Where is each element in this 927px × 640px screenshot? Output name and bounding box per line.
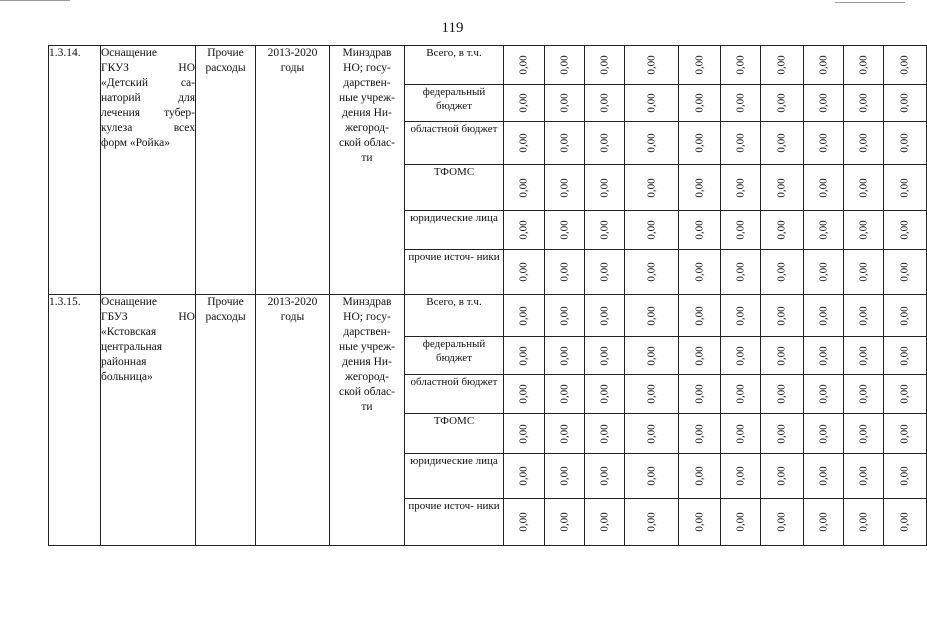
amount-value: 0,00 [693, 55, 705, 75]
amount-cell [545, 295, 585, 337]
amount-value: 0,00 [558, 220, 570, 240]
amount-cell [844, 414, 884, 454]
amount-value: 0,00 [598, 55, 610, 75]
amount-value: 0,00 [598, 345, 610, 366]
amount-cell [804, 85, 844, 122]
amount-value: 0,00 [734, 262, 746, 282]
amount-value: 0,00 [693, 345, 705, 366]
amount-value: 0,00 [817, 345, 829, 366]
amount-value: 0,00 [517, 55, 530, 75]
amount-value: 0,00 [817, 55, 829, 75]
amount-value: 0,00 [898, 220, 911, 240]
amount-value: 0,00 [857, 466, 869, 486]
item-name-line: лечения тубер- [101, 107, 195, 119]
amount-cell [844, 85, 884, 122]
amount-value: 0,00 [817, 93, 829, 113]
item-name-line: кулеза всех [101, 122, 195, 134]
amount-cell [884, 122, 927, 165]
amount-cell [585, 250, 625, 295]
item-number: 1.3.14. [49, 46, 101, 295]
amount-value: 0,00 [817, 305, 829, 326]
table-row [49, 46, 927, 85]
amount-cell [804, 337, 844, 375]
amount-value: 0,00 [693, 133, 705, 153]
amount-value: 0,00 [775, 93, 788, 113]
item-name-line: Оснащение [101, 47, 158, 59]
item-name-line: наторий для [101, 92, 195, 104]
item-name-line: больница» [101, 371, 153, 383]
amount-value: 0,00 [598, 423, 610, 444]
funding-table [48, 45, 927, 546]
amount-value: 0,00 [817, 262, 829, 282]
amount-value: 0,00 [734, 55, 746, 75]
amount-value: 0,00 [857, 55, 869, 75]
amount-cell [761, 454, 804, 499]
amount-value: 0,00 [775, 220, 788, 240]
amount-cell [761, 337, 804, 375]
funding-source: ТФОМС [405, 165, 504, 211]
amount-value: 0,00 [817, 177, 829, 198]
amount-cell [504, 85, 545, 122]
amount-value: 0,00 [734, 512, 746, 532]
amount-cell [804, 250, 844, 295]
amount-value: 0,00 [734, 93, 746, 113]
executor-line: жегород- [345, 122, 389, 134]
amount-cell [804, 414, 844, 454]
amount-cell [585, 295, 625, 337]
amount-value: 0,00 [693, 384, 705, 404]
amount-cell [884, 499, 927, 546]
amount-cell [585, 414, 625, 454]
amount-value: 0,00 [598, 384, 610, 404]
amount-value: 0,00 [558, 55, 570, 75]
amount-value: 0,00 [517, 305, 530, 326]
amount-value: 0,00 [857, 305, 869, 326]
amount-value: 0,00 [645, 262, 657, 282]
amount-value: 0,00 [645, 93, 657, 113]
amount-cell [625, 46, 679, 85]
amount-cell [804, 499, 844, 546]
amount-cell [679, 85, 721, 122]
funding-source: юридические лица [405, 211, 504, 250]
item-name-line: «Кстовская [101, 326, 157, 338]
amount-cell [804, 165, 844, 211]
amount-cell [721, 454, 761, 499]
amount-cell [679, 337, 721, 375]
amount-value: 0,00 [598, 133, 610, 153]
amount-value: 0,00 [734, 305, 746, 326]
amount-cell [625, 85, 679, 122]
amount-value: 0,00 [817, 466, 829, 486]
item-number: 1.3.15. [49, 295, 101, 546]
amount-cell [844, 454, 884, 499]
item-name [101, 295, 196, 546]
amount-cell [679, 454, 721, 499]
amount-cell [721, 337, 761, 375]
amount-value: 0,00 [645, 305, 657, 326]
item-name-line: ГБУЗ НО [101, 311, 195, 323]
amount-value: 0,00 [645, 423, 657, 444]
amount-cell [679, 414, 721, 454]
amount-cell [804, 375, 844, 414]
amount-cell [679, 250, 721, 295]
amount-cell [504, 211, 545, 250]
amount-value: 0,00 [734, 423, 746, 444]
executor-line: ти [361, 401, 373, 413]
amount-value: 0,00 [517, 177, 530, 198]
amount-value: 0,00 [857, 423, 869, 444]
amount-cell [545, 454, 585, 499]
amount-cell [804, 122, 844, 165]
amount-cell [625, 375, 679, 414]
table-row [49, 295, 927, 337]
amount-value: 0,00 [558, 512, 570, 532]
amount-cell [844, 375, 884, 414]
amount-value: 0,00 [517, 512, 530, 532]
amount-value: 0,00 [598, 305, 610, 326]
amount-value: 0,00 [898, 423, 911, 444]
amount-value: 0,00 [775, 384, 788, 404]
amount-cell [761, 165, 804, 211]
amount-cell [504, 454, 545, 499]
amount-value: 0,00 [645, 466, 657, 486]
amount-cell [761, 414, 804, 454]
amount-value: 0,00 [645, 133, 657, 153]
amount-cell [504, 122, 545, 165]
amount-value: 0,00 [857, 384, 869, 404]
executor-line: дарствен- [343, 77, 391, 89]
amount-value: 0,00 [857, 177, 869, 198]
amount-cell [504, 337, 545, 375]
funding-source: прочие источ- ники [405, 250, 504, 295]
amount-cell [761, 211, 804, 250]
period: 2013-2020 годы [256, 46, 330, 295]
amount-cell [585, 165, 625, 211]
amount-value: 0,00 [775, 305, 788, 326]
executor-line: Минздрав [342, 296, 392, 308]
amount-cell [721, 46, 761, 85]
amount-cell [504, 499, 545, 546]
amount-cell [844, 295, 884, 337]
executor-line: дарствен- [343, 326, 391, 338]
amount-cell [721, 122, 761, 165]
amount-value: 0,00 [898, 133, 911, 153]
amount-cell [844, 337, 884, 375]
amount-cell [884, 337, 927, 375]
amount-value: 0,00 [645, 512, 657, 532]
amount-cell [679, 499, 721, 546]
amount-value: 0,00 [598, 220, 610, 240]
amount-value: 0,00 [775, 177, 788, 198]
amount-cell [585, 499, 625, 546]
amount-value: 0,00 [645, 345, 657, 366]
amount-cell [625, 454, 679, 499]
amount-value: 0,00 [598, 177, 610, 198]
amount-cell [625, 211, 679, 250]
amount-value: 0,00 [734, 220, 746, 240]
amount-value: 0,00 [898, 512, 911, 532]
funding-source: областной бюджет [405, 375, 504, 414]
amount-value: 0,00 [817, 133, 829, 153]
item-name-line: центральная [101, 341, 163, 353]
amount-value: 0,00 [517, 93, 530, 113]
amount-cell [884, 250, 927, 295]
amount-cell [884, 414, 927, 454]
amount-value: 0,00 [693, 262, 705, 282]
amount-value: 0,00 [693, 512, 705, 532]
amount-cell [884, 295, 927, 337]
amount-value: 0,00 [775, 423, 788, 444]
amount-cell [761, 375, 804, 414]
amount-cell [721, 250, 761, 295]
amount-cell [625, 122, 679, 165]
amount-value: 0,00 [898, 93, 911, 113]
amount-cell [884, 375, 927, 414]
amount-cell [679, 211, 721, 250]
amount-cell [545, 122, 585, 165]
amount-value: 0,00 [857, 93, 869, 113]
funding-source: ТФОМС [405, 414, 504, 454]
amount-value: 0,00 [645, 55, 657, 75]
amount-cell [804, 295, 844, 337]
amount-cell [884, 46, 927, 85]
amount-cell [625, 414, 679, 454]
amount-cell [804, 454, 844, 499]
amount-cell [844, 165, 884, 211]
amount-value: 0,00 [775, 262, 788, 282]
amount-value: 0,00 [693, 177, 705, 198]
amount-cell [545, 211, 585, 250]
amount-value: 0,00 [645, 177, 657, 198]
amount-value: 0,00 [598, 93, 610, 113]
amount-cell [545, 337, 585, 375]
amount-value: 0,00 [693, 93, 705, 113]
amount-value: 0,00 [898, 262, 911, 282]
executor-line: ской облас- [339, 386, 395, 398]
amount-value: 0,00 [775, 133, 788, 153]
amount-value: 0,00 [693, 423, 705, 444]
amount-cell [625, 295, 679, 337]
amount-cell [761, 85, 804, 122]
scan-mark-top-right [835, 2, 905, 3]
amount-value: 0,00 [734, 133, 746, 153]
executor-line: ные учреж- [338, 92, 396, 104]
amount-value: 0,00 [817, 384, 829, 404]
amount-cell [585, 454, 625, 499]
amount-cell [585, 337, 625, 375]
amount-cell [804, 46, 844, 85]
executor [330, 295, 405, 546]
amount-cell [844, 250, 884, 295]
amount-value: 0,00 [517, 345, 530, 366]
amount-value: 0,00 [558, 423, 570, 444]
amount-cell [504, 165, 545, 211]
amount-cell [504, 295, 545, 337]
amount-cell [884, 165, 927, 211]
amount-cell [721, 414, 761, 454]
amount-value: 0,00 [558, 93, 570, 113]
amount-cell [761, 122, 804, 165]
amount-value: 0,00 [598, 466, 610, 486]
funding-source: прочие источ- ники [405, 499, 504, 546]
amount-cell [721, 295, 761, 337]
amount-cell [844, 499, 884, 546]
amount-value: 0,00 [817, 512, 829, 532]
amount-value: 0,00 [558, 345, 570, 366]
amount-value: 0,00 [817, 220, 829, 240]
executor-line: НО; госу- [343, 62, 391, 74]
amount-cell [585, 46, 625, 85]
amount-cell [625, 165, 679, 211]
amount-cell [761, 295, 804, 337]
amount-value: 0,00 [734, 466, 746, 486]
amount-cell [761, 499, 804, 546]
amount-cell [679, 46, 721, 85]
amount-value: 0,00 [898, 177, 911, 198]
amount-value: 0,00 [693, 305, 705, 326]
amount-cell [761, 250, 804, 295]
funding-source: Всего, в т.ч. [405, 46, 504, 85]
amount-value: 0,00 [898, 345, 911, 366]
amount-value: 0,00 [517, 220, 530, 240]
amount-value: 0,00 [775, 466, 788, 486]
amount-value: 0,00 [898, 55, 911, 75]
amount-value: 0,00 [775, 512, 788, 532]
amount-value: 0,00 [693, 220, 705, 240]
amount-value: 0,00 [693, 466, 705, 486]
amount-cell [721, 85, 761, 122]
amount-cell [721, 499, 761, 546]
amount-cell [679, 295, 721, 337]
executor [330, 46, 405, 295]
amount-value: 0,00 [598, 512, 610, 532]
amount-cell [545, 165, 585, 211]
amount-cell [804, 211, 844, 250]
amount-cell [844, 46, 884, 85]
period: 2013-2020 годы [256, 295, 330, 546]
amount-value: 0,00 [857, 133, 869, 153]
amount-cell [504, 250, 545, 295]
executor-line: дения Ни- [342, 356, 392, 368]
amount-value: 0,00 [517, 262, 530, 282]
executor-line: дения Ни- [342, 107, 392, 119]
executor-line: жегород- [345, 371, 389, 383]
scan-mark-top-left [0, 0, 70, 1]
amount-cell [585, 85, 625, 122]
amount-value: 0,00 [734, 384, 746, 404]
amount-cell [545, 46, 585, 85]
page-number: 119 [441, 20, 464, 36]
amount-value: 0,00 [857, 220, 869, 240]
amount-cell [884, 211, 927, 250]
executor-line: НО; госу- [343, 311, 391, 323]
amount-value: 0,00 [558, 466, 570, 486]
amount-cell [625, 250, 679, 295]
amount-cell [679, 165, 721, 211]
amount-cell [844, 122, 884, 165]
expense-type: Прочие расходы [196, 46, 256, 295]
amount-cell [844, 211, 884, 250]
funding-source: Всего, в т.ч. [405, 295, 504, 337]
amount-value: 0,00 [558, 384, 570, 404]
item-name-line: «Детский са- [101, 77, 195, 89]
amount-value: 0,00 [558, 262, 570, 282]
amount-value: 0,00 [857, 512, 869, 532]
amount-cell [679, 122, 721, 165]
amount-value: 0,00 [645, 220, 657, 240]
amount-cell [585, 211, 625, 250]
amount-cell [884, 454, 927, 499]
item-name-line: форм «Ройка» [101, 137, 170, 149]
amount-value: 0,00 [775, 345, 788, 366]
amount-cell [585, 122, 625, 165]
amount-value: 0,00 [857, 262, 869, 282]
amount-cell [545, 414, 585, 454]
amount-value: 0,00 [517, 133, 530, 153]
executor-line: ти [361, 152, 373, 164]
amount-cell [585, 375, 625, 414]
expense-type: Прочие расходы [196, 295, 256, 546]
amount-cell [504, 414, 545, 454]
amount-cell [884, 85, 927, 122]
amount-value: 0,00 [734, 345, 746, 366]
item-name [101, 46, 196, 295]
amount-cell [545, 499, 585, 546]
amount-cell [545, 85, 585, 122]
amount-cell [761, 46, 804, 85]
amount-cell [721, 375, 761, 414]
amount-value: 0,00 [817, 423, 829, 444]
amount-cell [679, 375, 721, 414]
executor-line: ской облас- [339, 137, 395, 149]
amount-cell [545, 250, 585, 295]
amount-value: 0,00 [645, 384, 657, 404]
amount-value: 0,00 [857, 345, 869, 366]
amount-value: 0,00 [517, 384, 530, 404]
amount-value: 0,00 [558, 133, 570, 153]
executor-line: ные учреж- [338, 341, 396, 353]
amount-value: 0,00 [517, 423, 530, 444]
amount-value: 0,00 [898, 466, 911, 486]
funding-source: областной бюджет [405, 122, 504, 165]
amount-value: 0,00 [734, 177, 746, 198]
item-name-line: Оснащение [101, 296, 158, 308]
amount-cell [504, 375, 545, 414]
amount-cell [504, 46, 545, 85]
amount-value: 0,00 [558, 177, 570, 198]
amount-cell [625, 499, 679, 546]
amount-value: 0,00 [898, 305, 911, 326]
amount-cell [721, 165, 761, 211]
executor-line: Минздрав [342, 47, 392, 59]
amount-cell [721, 211, 761, 250]
amount-value: 0,00 [558, 305, 570, 326]
funding-source: федеральный бюджет [405, 337, 504, 375]
item-name-line: районная [101, 356, 147, 368]
amount-value: 0,00 [775, 55, 788, 75]
amount-cell [625, 337, 679, 375]
amount-value: 0,00 [517, 466, 530, 486]
amount-value: 0,00 [898, 384, 911, 404]
amount-cell [545, 375, 585, 414]
funding-source: федеральный бюджет [405, 85, 504, 122]
amount-value: 0,00 [598, 262, 610, 282]
item-name-line: ГКУЗ НО [101, 62, 195, 74]
funding-source: юридические лица [405, 454, 504, 499]
